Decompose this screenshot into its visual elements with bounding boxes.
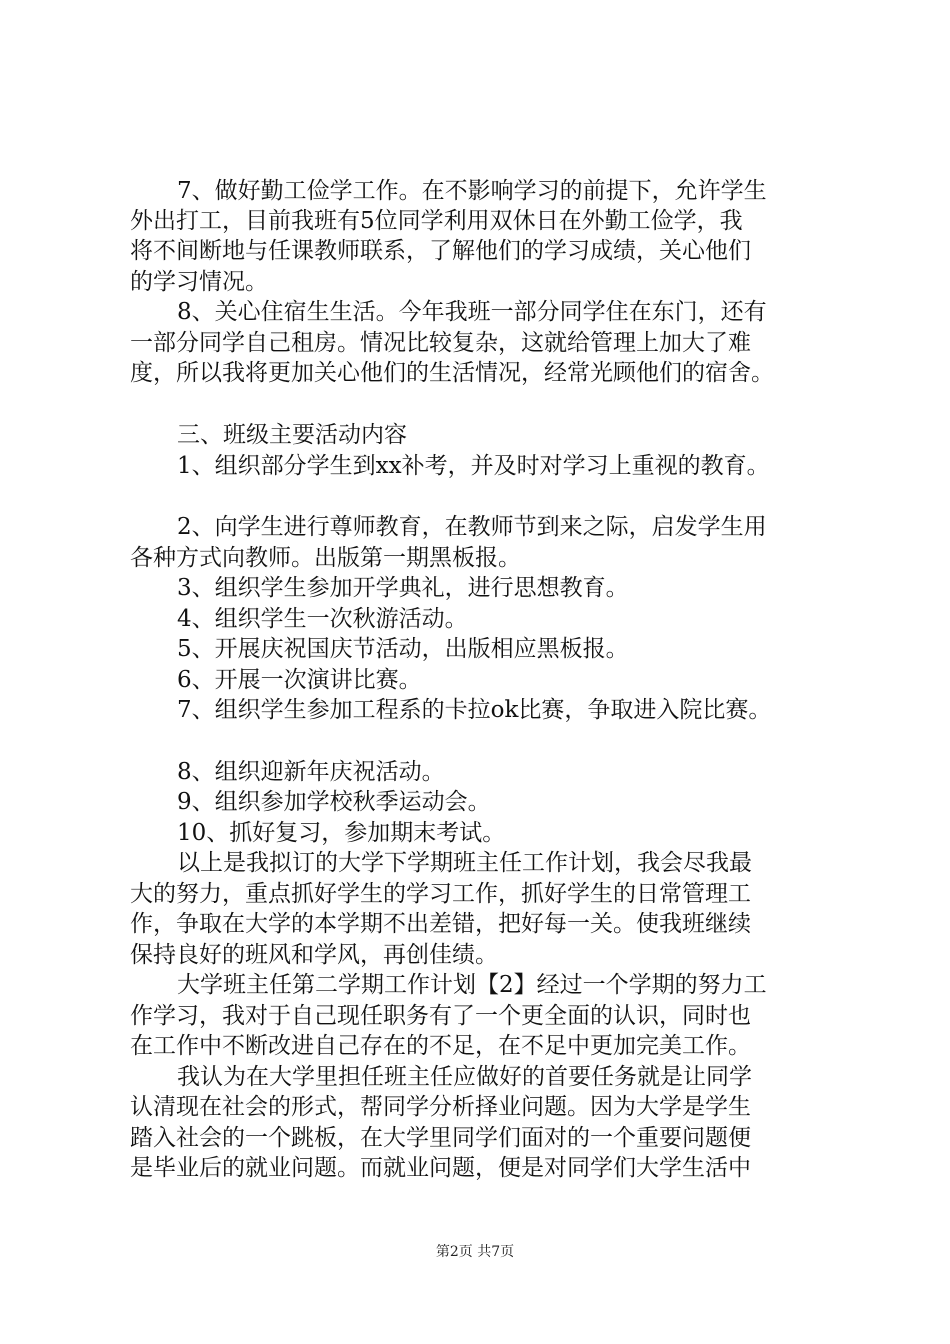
text-line: 10、抓好复习，参加期末考试。 — [177, 820, 506, 846]
text-line: 大的努力，重点抓好学生的学习工作，抓好学生的日常管理工 — [130, 881, 751, 907]
text-line: 将不间断地与任课教师联系，了解他们的学习成绩，关心他们 — [130, 238, 751, 264]
text-line: 9、组织参加学校秋季运动会。 — [177, 789, 491, 815]
text-line: 6、开展一次演讲比赛。 — [177, 667, 422, 693]
section-heading: 三、班级主要活动内容 — [177, 422, 407, 448]
text-line: 踏入社会的一个跳板，在大学里同学们面对的一个重要问题便 — [130, 1125, 751, 1151]
text-line: 2、向学生进行尊师教育，在教师节到来之际，启发学生用 — [177, 514, 767, 540]
text-line: 1、组织部分学生到xx补考，并及时对学习上重视的教育。 — [177, 453, 770, 479]
text-line: 的学习情况。 — [130, 269, 268, 295]
text-line: 是毕业后的就业问题。而就业问题，便是对同学们大学生活中 — [130, 1155, 751, 1181]
text-line: 各种方式向教师。出版第一期黑板报。 — [130, 545, 521, 571]
text-line: 7、做好勤工俭学工作。在不影响学习的前提下，允许学生 — [177, 178, 767, 204]
text-line: 在工作中不断改进自己存在的不足，在不足中更加完美工作。 — [130, 1033, 751, 1059]
text-line: 大学班主任第二学期工作计划【2】经过一个学期的努力工 — [177, 972, 767, 998]
text-line: 8、组织迎新年庆祝活动。 — [177, 759, 445, 785]
text-line: 认清现在社会的形式，帮同学分析择业问题。因为大学是学生 — [130, 1094, 751, 1120]
text-line: 8、关心住宿生生活。今年我班一部分同学住在东门，还有 — [177, 299, 767, 325]
text-line: 4、组织学生一次秋游活动。 — [177, 606, 468, 632]
text-line: 作学习，我对于自己现任职务有了一个更全面的认识，同时也 — [130, 1003, 751, 1029]
text-line: 7、组织学生参加工程系的卡拉ok比赛，争取进入院比赛。 — [177, 697, 772, 723]
text-line: 度，所以我将更加关心他们的生活情况，经常光顾他们的宿舍。 — [130, 360, 774, 386]
text-line: 作，争取在大学的本学期不出差错，把好每一关。使我班继续 — [130, 911, 751, 937]
page-number-footer: 第2页 共7页 — [435, 1244, 515, 1260]
text-line: 5、开展庆祝国庆节活动，出版相应黑板报。 — [177, 636, 629, 662]
text-line: 外出打工，目前我班有5位同学利用双休日在外勤工俭学，我 — [130, 208, 743, 234]
text-line: 保持良好的班风和学风，再创佳绩。 — [130, 942, 498, 968]
text-line: 我认为在大学里担任班主任应做好的首要任务就是让同学 — [177, 1064, 752, 1090]
text-line: 3、组织学生参加开学典礼，进行思想教育。 — [177, 575, 629, 601]
text-line: 一部分同学自己租房。情况比较复杂，这就给管理上加大了难 — [130, 330, 751, 356]
text-line: 以上是我拟订的大学下学期班主任工作计划，我会尽我最 — [177, 850, 752, 876]
